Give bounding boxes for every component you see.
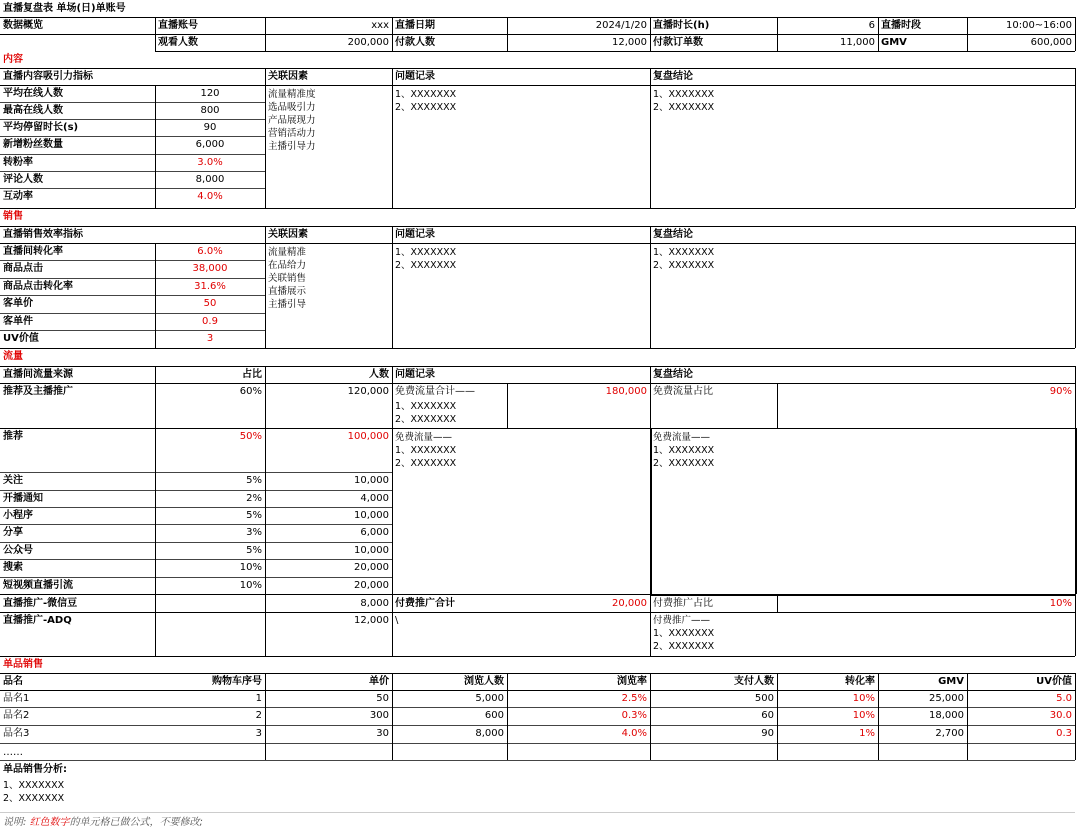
traffic-source-people[interactable]: 10,000 [354, 510, 389, 521]
content-metric-value[interactable]: 8,000 [195, 174, 225, 185]
sales-metric-value[interactable]: 6.0% [197, 246, 223, 257]
sales-metric-value[interactable]: 0.9 [202, 316, 218, 327]
analysis-lines[interactable]: 1、XXXXXXX 2、XXXXXXX [3, 780, 65, 804]
adq-problem[interactable]: \ [395, 615, 399, 626]
product-cell[interactable]: 300 [369, 710, 389, 721]
overview-label[interactable]: 数据概览 [3, 20, 43, 31]
product-col-header[interactable]: 支付人数 [734, 676, 774, 687]
rec-anchor-people[interactable]: 120,000 [347, 386, 389, 397]
traffic-source-label[interactable]: 短视频直播引流 [3, 580, 73, 591]
product-cell[interactable]: 25,000 [929, 693, 964, 704]
product-cell[interactable]: 1 [255, 693, 262, 704]
traffic-ratio-header[interactable]: 占比 [242, 369, 262, 380]
product-cell[interactable]: 30 [376, 728, 389, 739]
grid-line [0, 812, 1075, 813]
content-metric-label[interactable]: 互动率 [3, 191, 33, 202]
free-ratio-label[interactable]: 免费流量占比 [653, 386, 713, 397]
section-sales[interactable]: 销售 [3, 211, 23, 222]
traffic-source-people[interactable]: 4,000 [360, 493, 389, 504]
free-flow-problems[interactable]: 免费流量—— 1、XXXXXXX 2、XXXXXXX [395, 432, 457, 469]
product-col-header[interactable]: 单价 [369, 676, 389, 687]
product-cell[interactable]: 品名2 [3, 710, 30, 721]
product-col-header[interactable]: GMV [938, 676, 964, 687]
traffic-problems-header[interactable]: 问题记录 [395, 369, 435, 380]
sales-metric-label[interactable]: UV价值 [3, 333, 39, 344]
product-cell[interactable]: 600 [484, 710, 504, 721]
content-metric-label[interactable]: 新增粉丝数量 [3, 139, 63, 150]
period-label[interactable]: 直播时段 [881, 20, 921, 31]
product-col-header[interactable]: 浏览人数 [464, 676, 504, 687]
traffic-source-ratio[interactable]: 5% [246, 475, 262, 486]
sales-conclusion[interactable]: 1、XXXXXXX 2、XXXXXXX [653, 247, 715, 271]
grid-line [0, 348, 1075, 349]
traffic-source-ratio[interactable]: 3% [246, 527, 262, 538]
grid-line [0, 208, 1075, 209]
content-metric-value[interactable]: 120 [200, 88, 220, 99]
product-cell[interactable]: 1% [859, 728, 875, 739]
orders-label[interactable]: 付款订单数 [653, 37, 703, 48]
rec-anchor-ratio[interactable]: 60% [239, 386, 262, 397]
section-content[interactable]: 内容 [3, 54, 23, 65]
grid-line [0, 743, 1075, 744]
content-conclusion-header[interactable]: 复盘结论 [653, 71, 693, 82]
product-cell[interactable]: 0.3% [621, 710, 647, 721]
sales-metric-label[interactable]: 客单件 [3, 316, 33, 327]
sales-metric-value[interactable]: 3 [206, 333, 214, 344]
content-header[interactable]: 直播内容吸引力指标 [3, 71, 93, 82]
traffic-source-header[interactable]: 直播间流量来源 [3, 369, 73, 380]
sheet-title[interactable]: 直播复盘表 单场(日)单账号 [3, 3, 126, 14]
content-metric-label[interactable]: 评论人数 [3, 174, 43, 185]
traffic-conclusion-header[interactable]: 复盘结论 [653, 369, 693, 380]
product-cell[interactable]: 30.0 [1049, 710, 1072, 721]
sales-header[interactable]: 直播销售效率指标 [3, 229, 83, 240]
paid-conclusion[interactable]: 付费推广—— 1、XXXXXXX 2、XXXXXXX [653, 615, 715, 652]
sales-factors-header[interactable]: 关联因素 [268, 229, 308, 240]
content-metric-label[interactable]: 平均在线人数 [3, 88, 63, 99]
traffic-source-label[interactable]: 公众号 [3, 545, 33, 556]
product-cell[interactable]: 0.3 [1056, 728, 1072, 739]
product-cell[interactable]: 60 [761, 710, 774, 721]
content-metric-label[interactable]: 平均停留时长(s) [3, 122, 79, 133]
account-value[interactable]: xxx [371, 20, 389, 31]
product-cell[interactable]: 2,700 [935, 728, 964, 739]
traffic-source-ratio[interactable]: 5% [246, 545, 262, 556]
traffic-source-people[interactable]: 20,000 [354, 562, 389, 573]
content-problems[interactable]: 1、XXXXXXX 2、XXXXXXX [395, 89, 457, 113]
content-metric-value[interactable]: 4.0% [197, 191, 223, 202]
orders-value[interactable]: 11,000 [840, 37, 875, 48]
grid-line [1075, 17, 1076, 51]
product-cell[interactable]: 5,000 [475, 693, 504, 704]
traffic-source-label[interactable]: 开播通知 [3, 493, 43, 504]
grid-line [155, 51, 1075, 52]
grid-line [392, 226, 393, 348]
traffic-source-people[interactable]: 6,000 [360, 527, 389, 538]
traffic-source-people[interactable]: 10,000 [354, 475, 389, 486]
viewers-value[interactable]: 200,000 [347, 37, 389, 48]
product-cell[interactable]: 10% [852, 693, 875, 704]
product-cell[interactable]: 4.0% [621, 728, 647, 739]
sales-metric-label[interactable]: 商品点击 [3, 263, 43, 274]
gmv-label[interactable]: GMV [881, 37, 907, 48]
sales-metric-value[interactable]: 38,000 [192, 263, 228, 274]
product-col-header[interactable]: UV价值 [1036, 676, 1072, 687]
grid-line [650, 366, 651, 656]
free-total-problems[interactable]: 1、XXXXXXX 2、XXXXXXX [395, 401, 457, 425]
sales-conclusion-header[interactable]: 复盘结论 [653, 229, 693, 240]
payers-value[interactable]: 12,000 [612, 37, 647, 48]
sales-metric-label[interactable]: 客单价 [3, 298, 33, 309]
payers-label[interactable]: 付款人数 [395, 37, 435, 48]
more-rows[interactable]: …… [3, 747, 23, 758]
content-metric-value[interactable]: 6,000 [195, 139, 225, 150]
product-cell[interactable]: 5.0 [1056, 693, 1072, 704]
paid-total-label[interactable]: 付费推广合计 [395, 598, 455, 609]
viewers-label[interactable]: 观看人数 [158, 37, 198, 48]
section-traffic[interactable]: 流量 [3, 351, 23, 362]
grid-line [0, 656, 1075, 657]
account-label[interactable]: 直播账号 [158, 20, 198, 31]
content-factors-header[interactable]: 关联因素 [268, 71, 308, 82]
traffic-source-ratio[interactable]: 10% [239, 562, 262, 573]
date-label[interactable]: 直播日期 [395, 20, 435, 31]
free-total-value[interactable]: 180,000 [605, 386, 647, 397]
traffic-source-ratio[interactable]: 2% [246, 493, 262, 504]
period-value[interactable]: 10:00~16:00 [1005, 20, 1072, 31]
product-cell[interactable]: 3 [255, 728, 262, 739]
sales-metric-label[interactable]: 商品点击转化率 [3, 281, 73, 292]
paid-ratio-value[interactable]: 10% [1049, 598, 1072, 609]
footnote-prefix: 说明: [3, 817, 30, 828]
sales-problems[interactable]: 1、XXXXXXX 2、XXXXXXX [395, 247, 457, 271]
sales-factors[interactable]: 流量精准 在品给力 关联销售 直播展示 主播引导 [268, 247, 307, 310]
paid-total-value[interactable]: 20,000 [612, 598, 647, 609]
sales-metric-value[interactable]: 50 [203, 298, 217, 309]
duration-value[interactable]: 6 [868, 20, 875, 31]
content-factors[interactable]: 流量精准度 选品吸引力 产品展现力 营销活动力 主播引导力 [268, 89, 316, 152]
rec-anchor-label[interactable]: 推荐及主播推广 [3, 386, 73, 397]
free-total-label[interactable]: 免费流量合计—— [395, 386, 475, 397]
content-conclusion[interactable]: 1、XXXXXXX 2、XXXXXXX [653, 89, 715, 113]
product-cell[interactable]: 8,000 [475, 728, 504, 739]
free-ratio-value[interactable]: 90% [1049, 386, 1072, 397]
product-cell[interactable]: 10% [852, 710, 875, 721]
product-cell[interactable]: 品名1 [3, 693, 30, 704]
product-cell[interactable]: 90 [761, 728, 774, 739]
content-metric-value[interactable]: 90 [203, 122, 217, 133]
footnote [0, 814, 500, 831]
wx-people[interactable]: 8,000 [360, 598, 389, 609]
grid-line [0, 612, 1075, 613]
adq-people[interactable]: 12,000 [354, 615, 389, 626]
product-cell[interactable]: 500 [754, 693, 774, 704]
traffic-source-label[interactable]: 关注 [3, 475, 23, 486]
duration-label[interactable]: 直播时长(h) [653, 20, 710, 31]
content-metric-value[interactable]: 3.0% [197, 157, 223, 168]
footnote-highlight: 红色数字 [29, 817, 70, 828]
paid-ratio-label[interactable]: 付费推广占比 [653, 598, 713, 609]
grid-line [1075, 673, 1076, 760]
product-cell[interactable]: 50 [376, 693, 389, 704]
analysis-label[interactable]: 单品销售分析: [3, 764, 67, 775]
content-metric-label[interactable]: 转粉率 [3, 157, 33, 168]
adq-label[interactable]: 直播推广-ADQ [3, 615, 72, 626]
traffic-source-people[interactable]: 10,000 [354, 545, 389, 556]
content-problems-header[interactable]: 问题记录 [395, 71, 435, 82]
product-col-header[interactable]: 转化率 [845, 676, 875, 687]
section-products[interactable]: 单品销售 [3, 659, 43, 670]
date-value[interactable]: 2024/1/20 [595, 20, 647, 31]
free-flow-conclusion[interactable]: 免费流量—— 1、XXXXXXX 2、XXXXXXX [653, 432, 715, 469]
grid-line [650, 226, 651, 348]
product-cell[interactable]: 品名3 [3, 728, 30, 739]
wx-label[interactable]: 直播推广-微信豆 [3, 598, 78, 609]
product-cell[interactable]: 18,000 [929, 710, 964, 721]
grid-line [1075, 68, 1076, 208]
traffic-source-people[interactable]: 20,000 [354, 580, 389, 591]
content-metric-value[interactable]: 800 [200, 105, 220, 116]
traffic-source-ratio[interactable]: 10% [239, 580, 262, 591]
grid-line [1075, 226, 1076, 348]
product-cell[interactable]: 2 [255, 710, 262, 721]
grid-line [0, 760, 1075, 761]
recommend-ratio[interactable]: 50% [239, 431, 262, 442]
traffic-source-label[interactable]: 搜索 [3, 562, 23, 573]
sales-metric-label[interactable]: 直播间转化率 [3, 246, 63, 257]
gmv-value[interactable]: 600,000 [1030, 37, 1072, 48]
product-col-header[interactable]: 浏览率 [617, 676, 647, 687]
sales-problems-header[interactable]: 问题记录 [395, 229, 435, 240]
traffic-source-label[interactable]: 小程序 [3, 510, 33, 521]
grid-line [1075, 428, 1077, 594]
traffic-people-header[interactable]: 人数 [369, 369, 389, 380]
sales-metric-value[interactable]: 31.6% [194, 281, 226, 292]
footnote-suffix: 的单元格已做公式，不要修改; [69, 817, 203, 828]
recommend-people[interactable]: 100,000 [347, 431, 389, 442]
grid-line [1075, 366, 1076, 656]
traffic-source-ratio[interactable]: 5% [246, 510, 262, 521]
product-col-header[interactable]: 品名 [3, 676, 23, 687]
product-col-header[interactable]: 购物车序号 [212, 676, 262, 687]
recommend-label[interactable]: 推荐 [3, 431, 23, 442]
product-cell[interactable]: 2.5% [621, 693, 647, 704]
content-metric-label[interactable]: 最高在线人数 [3, 105, 63, 116]
traffic-source-label[interactable]: 分享 [3, 527, 23, 538]
